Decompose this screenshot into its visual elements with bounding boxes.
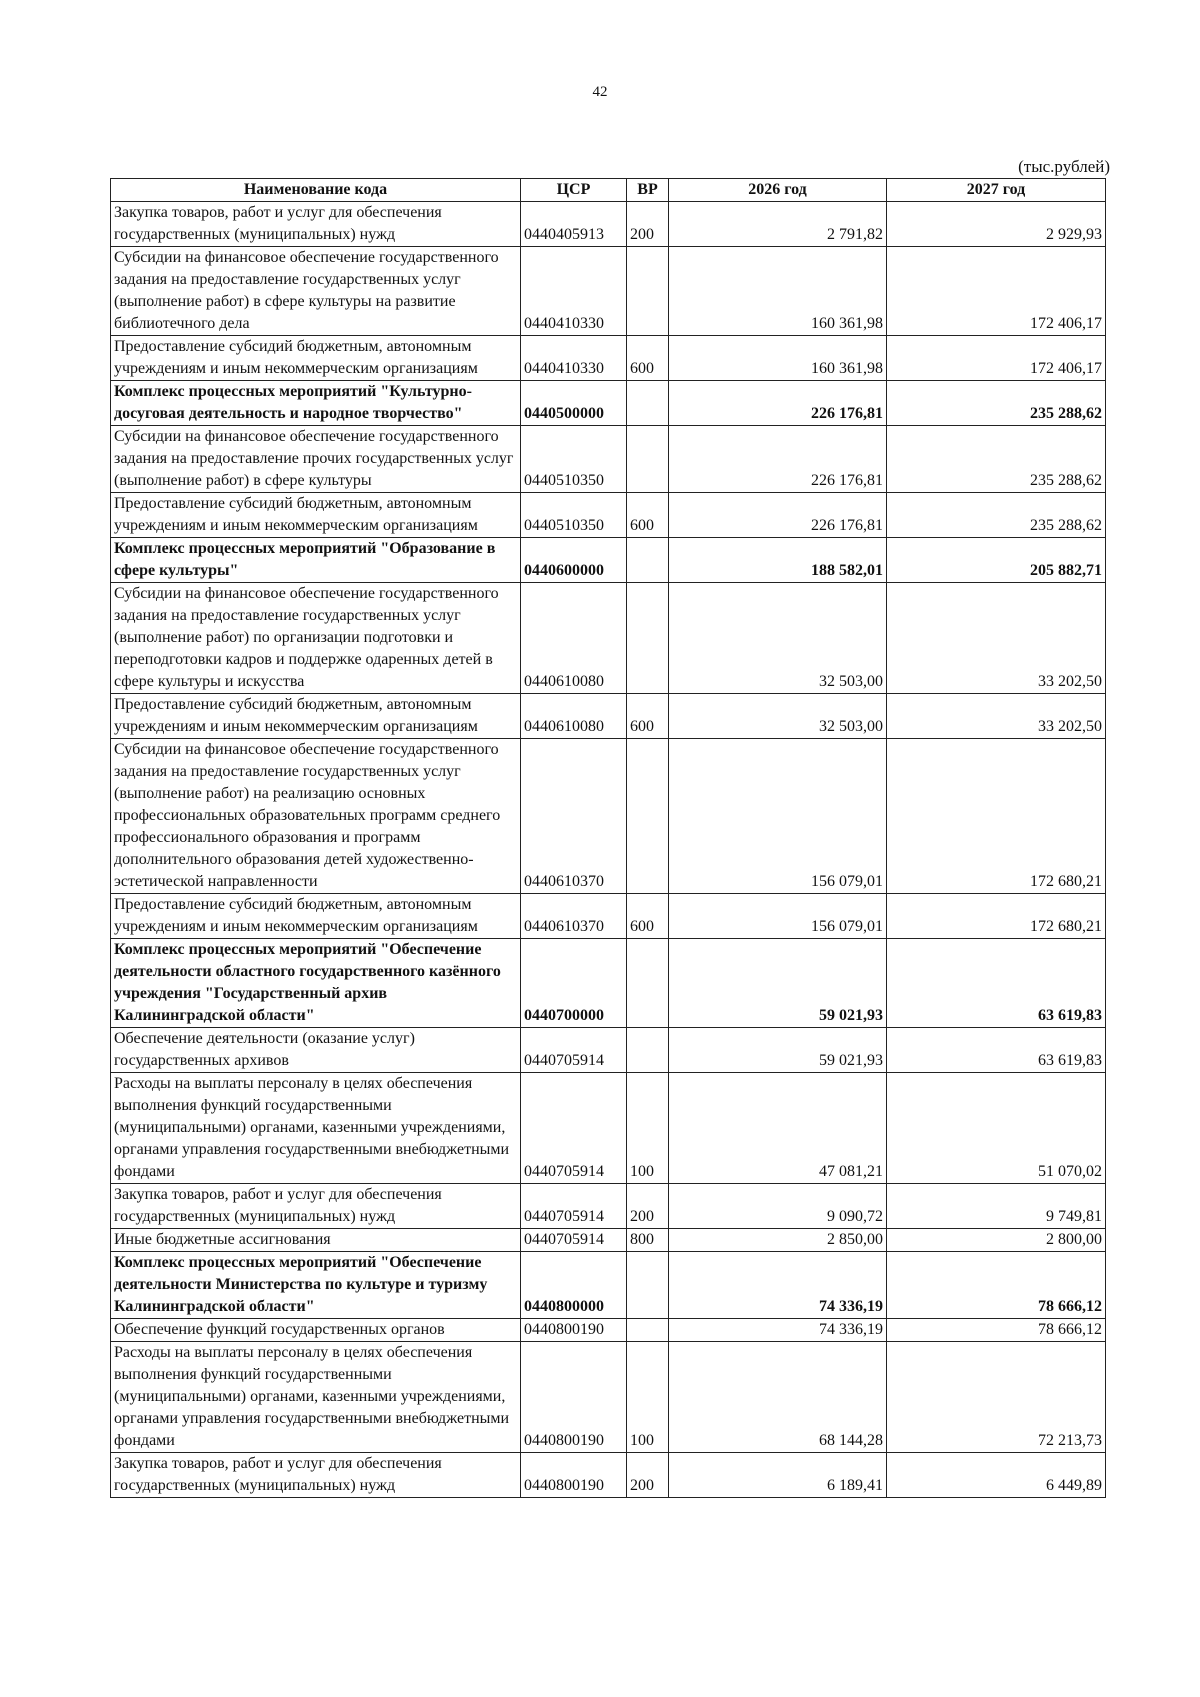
row-csr-code: 0440410330 <box>521 336 627 381</box>
row-amount-2027: 33 202,50 <box>887 583 1106 694</box>
row-csr-code: 0440600000 <box>521 538 627 583</box>
row-csr-code: 0440800190 <box>521 1342 627 1453</box>
table-row <box>111 894 1106 939</box>
section-row <box>111 381 1106 426</box>
header-2026: 2026 год <box>669 179 887 202</box>
row-amount-2026: 160 361,98 <box>669 336 887 381</box>
row-amount-2026: 156 079,01 <box>669 894 887 939</box>
table-body <box>111 202 1106 1498</box>
table-row <box>111 493 1106 538</box>
row-name: Иные бюджетные ассигнования <box>111 1229 521 1252</box>
row-name: Закупка товаров, работ и услуг для обеспечения государственных (муниципальных) нужд <box>111 1453 521 1498</box>
row-amount-2026: 6 189,41 <box>669 1453 887 1498</box>
header-name: Наименование кода <box>111 179 521 202</box>
row-amount-2026: 226 176,81 <box>669 426 887 493</box>
table-row <box>111 1028 1106 1073</box>
header-2027: 2027 год <box>887 179 1106 202</box>
row-name: Комплекс процессных мероприятий "Культурно-досуговая деятельность и народное творчество" <box>111 381 521 426</box>
page-number: 42 <box>592 84 608 100</box>
row-vr-code <box>627 381 669 426</box>
row-name: Предоставление субсидий бюджетным, автономным учреждениям и иным некоммерческим организациям <box>111 894 521 939</box>
row-amount-2027: 63 619,83 <box>887 1028 1106 1073</box>
row-csr-code: 0440800000 <box>521 1252 627 1319</box>
row-amount-2027: 6 449,89 <box>887 1453 1106 1498</box>
table-row <box>111 583 1106 694</box>
row-csr-code: 0440405913 <box>521 202 627 247</box>
row-name: Обеспечение функций государственных органов <box>111 1319 521 1342</box>
row-amount-2026: 2 850,00 <box>669 1229 887 1252</box>
row-name: Комплекс процессных мероприятий "Образование в сфере культуры" <box>111 538 521 583</box>
row-csr-code: 0440410330 <box>521 247 627 336</box>
row-amount-2027: 172 680,21 <box>887 894 1106 939</box>
table-row <box>111 1229 1106 1252</box>
row-csr-code: 0440705914 <box>521 1184 627 1229</box>
row-vr-code: 600 <box>627 694 669 739</box>
units-label: (тыс.рублей) <box>1018 157 1110 176</box>
row-csr-code: 0440610080 <box>521 583 627 694</box>
row-amount-2027: 33 202,50 <box>887 694 1106 739</box>
row-name: Субсидии на финансовое обеспечение государственного задания на предоставление государственных услуг (выполнение работ) на реализацию основных профессиональных образовательных программ среднего профессионального образования и программ дополнительного образования детей художественно-эстетической направленности <box>111 739 521 894</box>
row-amount-2027: 9 749,81 <box>887 1184 1106 1229</box>
table-row <box>111 1342 1106 1453</box>
row-amount-2026: 32 503,00 <box>669 694 887 739</box>
row-amount-2026: 160 361,98 <box>669 247 887 336</box>
row-amount-2027: 2 929,93 <box>887 202 1106 247</box>
row-amount-2027: 235 288,62 <box>887 381 1106 426</box>
row-vr-code <box>627 1252 669 1319</box>
table-row <box>111 202 1106 247</box>
row-name: Закупка товаров, работ и услуг для обеспечения государственных (муниципальных) нужд <box>111 202 521 247</box>
row-name: Комплекс процессных мероприятий "Обеспечение деятельности областного государственного казённого учреждения "Государственный архив Калининградской области" <box>111 939 521 1028</box>
row-vr-code <box>627 583 669 694</box>
row-amount-2027: 78 666,12 <box>887 1319 1106 1342</box>
row-amount-2026: 9 090,72 <box>669 1184 887 1229</box>
row-csr-code: 0440610370 <box>521 894 627 939</box>
row-csr-code: 0440800190 <box>521 1319 627 1342</box>
section-row <box>111 1252 1106 1319</box>
row-vr-code: 200 <box>627 1184 669 1229</box>
row-name: Закупка товаров, работ и услуг для обеспечения государственных (муниципальных) нужд <box>111 1184 521 1229</box>
row-amount-2026: 188 582,01 <box>669 538 887 583</box>
row-amount-2027: 205 882,71 <box>887 538 1106 583</box>
row-vr-code <box>627 247 669 336</box>
row-csr-code: 0440610080 <box>521 694 627 739</box>
row-name: Субсидии на финансовое обеспечение государственного задания на предоставление государственных услуг (выполнение работ) в сфере культуры на развитие библиотечного дела <box>111 247 521 336</box>
section-row <box>111 939 1106 1028</box>
row-name: Расходы на выплаты персоналу в целях обеспечения выполнения функций государственными (муниципальными) органами, казенными учреждениями, органами управления государственными внебюджетными фондами <box>111 1073 521 1184</box>
row-amount-2027: 63 619,83 <box>887 939 1106 1028</box>
row-csr-code: 0440705914 <box>521 1028 627 1073</box>
row-vr-code: 800 <box>627 1229 669 1252</box>
row-csr-code: 0440705914 <box>521 1073 627 1184</box>
row-vr-code: 600 <box>627 336 669 381</box>
row-vr-code <box>627 939 669 1028</box>
table-header-row <box>111 179 1106 202</box>
row-csr-code: 0440510350 <box>521 426 627 493</box>
budget-table <box>110 178 1106 1498</box>
row-amount-2027: 172 406,17 <box>887 247 1106 336</box>
header-csr: ЦСР <box>521 179 627 202</box>
row-csr-code: 0440500000 <box>521 381 627 426</box>
row-amount-2026: 74 336,19 <box>669 1252 887 1319</box>
table-row <box>111 336 1106 381</box>
row-amount-2026: 226 176,81 <box>669 381 887 426</box>
row-vr-code: 600 <box>627 894 669 939</box>
row-amount-2027: 2 800,00 <box>887 1229 1106 1252</box>
row-amount-2026: 74 336,19 <box>669 1319 887 1342</box>
table-row <box>111 1453 1106 1498</box>
row-amount-2026: 32 503,00 <box>669 583 887 694</box>
header-vr: ВР <box>627 179 669 202</box>
row-csr-code: 0440700000 <box>521 939 627 1028</box>
table-row <box>111 247 1106 336</box>
table-row <box>111 694 1106 739</box>
row-vr-code: 600 <box>627 493 669 538</box>
row-csr-code: 0440610370 <box>521 739 627 894</box>
row-vr-code: 200 <box>627 202 669 247</box>
row-amount-2026: 2 791,82 <box>669 202 887 247</box>
row-csr-code: 0440800190 <box>521 1453 627 1498</box>
row-vr-code: 200 <box>627 1453 669 1498</box>
row-amount-2027: 235 288,62 <box>887 426 1106 493</box>
row-amount-2027: 172 680,21 <box>887 739 1106 894</box>
row-amount-2026: 47 081,21 <box>669 1073 887 1184</box>
row-amount-2026: 226 176,81 <box>669 493 887 538</box>
row-name: Субсидии на финансовое обеспечение государственного задания на предоставление прочих государственных услуг (выполнение работ) в сфере культуры <box>111 426 521 493</box>
row-name: Предоставление субсидий бюджетным, автономным учреждениям и иным некоммерческим организациям <box>111 493 521 538</box>
row-amount-2026: 156 079,01 <box>669 739 887 894</box>
row-name: Предоставление субсидий бюджетным, автономным учреждениям и иным некоммерческим организациям <box>111 694 521 739</box>
row-amount-2027: 235 288,62 <box>887 493 1106 538</box>
row-vr-code <box>627 426 669 493</box>
table-row <box>111 739 1106 894</box>
row-name: Расходы на выплаты персоналу в целях обеспечения выполнения функций государственными (муниципальными) органами, казенными учреждениями, органами управления государственными внебюджетными фондами <box>111 1342 521 1453</box>
row-amount-2027: 51 070,02 <box>887 1073 1106 1184</box>
row-amount-2027: 72 213,73 <box>887 1342 1106 1453</box>
table-row <box>111 1073 1106 1184</box>
row-name: Обеспечение деятельности (оказание услуг) государственных архивов <box>111 1028 521 1073</box>
row-amount-2027: 172 406,17 <box>887 336 1106 381</box>
section-row <box>111 538 1106 583</box>
row-name: Предоставление субсидий бюджетным, автономным учреждениям и иным некоммерческим организациям <box>111 336 521 381</box>
row-vr-code: 100 <box>627 1342 669 1453</box>
row-vr-code <box>627 739 669 894</box>
row-vr-code <box>627 538 669 583</box>
row-amount-2026: 59 021,93 <box>669 939 887 1028</box>
row-csr-code: 0440510350 <box>521 493 627 538</box>
row-amount-2027: 78 666,12 <box>887 1252 1106 1319</box>
table-row <box>111 1319 1106 1342</box>
table-row <box>111 426 1106 493</box>
row-amount-2026: 68 144,28 <box>669 1342 887 1453</box>
row-csr-code: 0440705914 <box>521 1229 627 1252</box>
row-name: Комплекс процессных мероприятий "Обеспечение деятельности Министерства по культуре и туризму Калининградской области" <box>111 1252 521 1319</box>
row-amount-2026: 59 021,93 <box>669 1028 887 1073</box>
row-vr-code <box>627 1319 669 1342</box>
table-row <box>111 1184 1106 1229</box>
row-vr-code <box>627 1028 669 1073</box>
row-vr-code: 100 <box>627 1073 669 1184</box>
row-name: Субсидии на финансовое обеспечение государственного задания на предоставление государственных услуг (выполнение работ) по организации подготовки и переподготовки кадров и поддержке одаренных детей в сфере культуры и искусства <box>111 583 521 694</box>
